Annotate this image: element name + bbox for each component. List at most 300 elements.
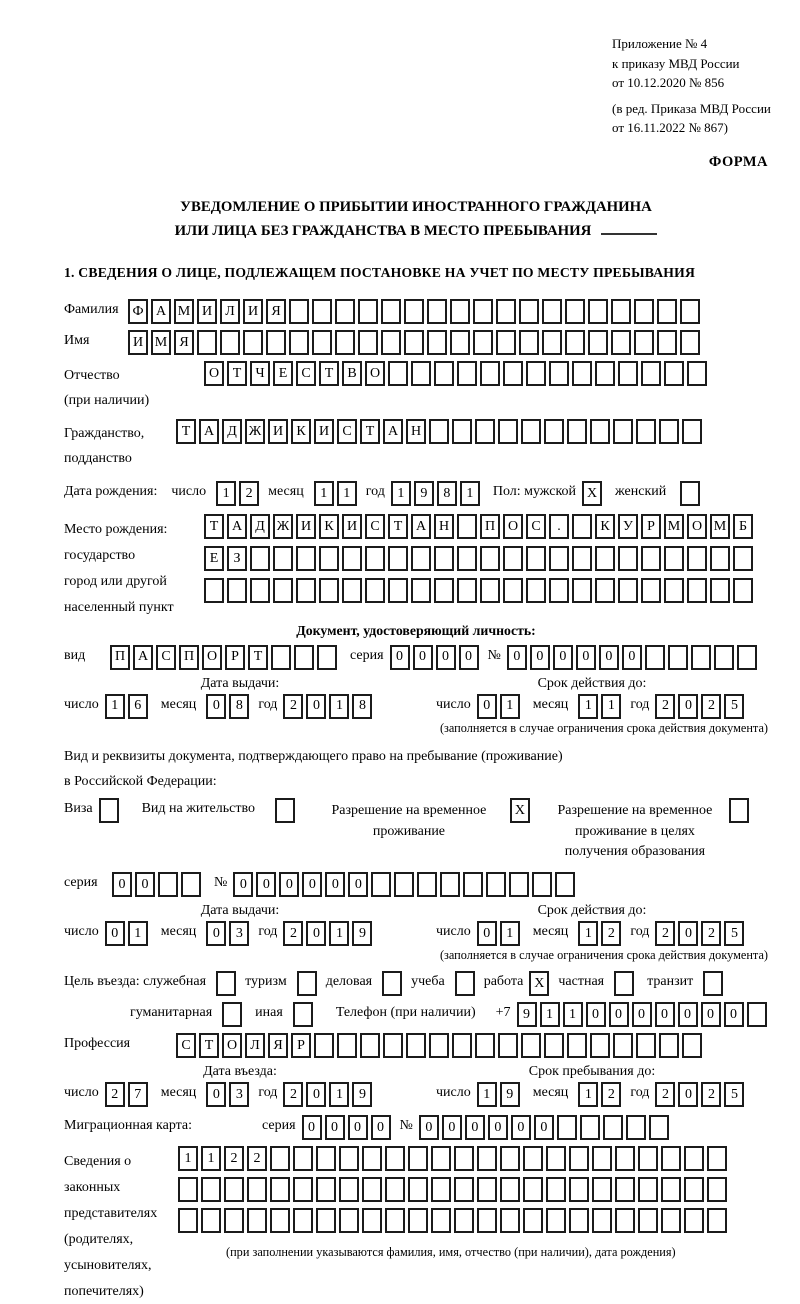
char-cell[interactable]: 2 [105, 1082, 125, 1107]
char-cell[interactable] [682, 1033, 702, 1058]
char-cell[interactable] [595, 546, 615, 571]
char-cell[interactable]: А [199, 419, 219, 444]
char-cell[interactable]: 0 [507, 645, 527, 670]
char-cell[interactable]: О [365, 361, 385, 386]
char-cell[interactable]: А [227, 514, 247, 539]
char-cell[interactable] [664, 361, 684, 386]
char-cell[interactable] [312, 330, 332, 355]
char-cell[interactable] [411, 546, 431, 571]
char-cell[interactable] [450, 299, 470, 324]
char-cell[interactable] [659, 1033, 679, 1058]
char-cell[interactable] [385, 1177, 405, 1202]
purpose-work-checkbox[interactable]: X [529, 971, 549, 996]
char-cell[interactable] [691, 645, 711, 670]
char-cell[interactable]: 0 [112, 872, 132, 897]
char-cell[interactable]: Б [733, 514, 753, 539]
char-cell[interactable]: Т [176, 419, 196, 444]
char-cell[interactable] [429, 419, 449, 444]
purpose-private-checkbox[interactable] [614, 971, 634, 996]
char-cell[interactable]: 2 [283, 921, 303, 946]
char-cell[interactable] [680, 299, 700, 324]
char-cell[interactable]: О [687, 514, 707, 539]
char-cell[interactable]: К [319, 514, 339, 539]
char-cell[interactable]: 1 [500, 694, 520, 719]
char-cell[interactable]: И [197, 299, 217, 324]
char-cell[interactable]: Е [273, 361, 293, 386]
char-cell[interactable]: 0 [488, 1115, 508, 1140]
char-cell[interactable]: 1 [460, 481, 480, 506]
char-cell[interactable] [557, 1115, 577, 1140]
char-cell[interactable]: 0 [105, 921, 125, 946]
char-cell[interactable] [273, 546, 293, 571]
char-cell[interactable] [365, 546, 385, 571]
char-cell[interactable]: 1 [216, 481, 236, 506]
char-cell[interactable] [293, 1146, 313, 1171]
char-cell[interactable]: А [133, 645, 153, 670]
char-cell[interactable] [312, 299, 332, 324]
char-cell[interactable] [250, 546, 270, 571]
char-cell[interactable] [572, 514, 592, 539]
char-cell[interactable] [383, 1033, 403, 1058]
char-cell[interactable]: 0 [302, 1115, 322, 1140]
char-cell[interactable] [592, 1146, 612, 1171]
char-cell[interactable] [408, 1177, 428, 1202]
char-cell[interactable]: 1 [578, 921, 598, 946]
char-cell[interactable] [434, 546, 454, 571]
char-cell[interactable] [687, 546, 707, 571]
char-cell[interactable] [526, 546, 546, 571]
char-cell[interactable]: С [296, 361, 316, 386]
char-cell[interactable]: 5 [724, 921, 744, 946]
char-cell[interactable]: Я [266, 299, 286, 324]
char-cell[interactable] [457, 514, 477, 539]
char-cell[interactable]: 0 [348, 872, 368, 897]
char-cell[interactable] [408, 1146, 428, 1171]
char-cell[interactable]: З [227, 546, 247, 571]
char-cell[interactable] [247, 1177, 267, 1202]
char-cell[interactable] [316, 1177, 336, 1202]
char-cell[interactable]: 0 [306, 1082, 326, 1107]
char-cell[interactable] [293, 1177, 313, 1202]
char-cell[interactable]: С [526, 514, 546, 539]
char-cell[interactable]: У [618, 514, 638, 539]
char-cell[interactable] [496, 299, 516, 324]
char-cell[interactable]: И [243, 299, 263, 324]
char-cell[interactable] [523, 1177, 543, 1202]
char-cell[interactable]: Т [199, 1033, 219, 1058]
char-cell[interactable] [569, 1208, 589, 1233]
char-cell[interactable]: 0 [724, 1002, 744, 1027]
char-cell[interactable] [197, 330, 217, 355]
char-cell[interactable] [519, 330, 539, 355]
char-cell[interactable]: 3 [229, 1082, 249, 1107]
char-cell[interactable]: 0 [632, 1002, 652, 1027]
char-cell[interactable] [634, 299, 654, 324]
char-cell[interactable] [682, 419, 702, 444]
char-cell[interactable] [411, 578, 431, 603]
char-cell[interactable]: 0 [419, 1115, 439, 1140]
char-cell[interactable] [747, 1002, 767, 1027]
char-cell[interactable]: Т [388, 514, 408, 539]
char-cell[interactable] [638, 1208, 658, 1233]
char-cell[interactable]: 2 [701, 694, 721, 719]
char-cell[interactable] [342, 578, 362, 603]
char-cell[interactable] [339, 1146, 359, 1171]
char-cell[interactable] [337, 1033, 357, 1058]
char-cell[interactable] [289, 330, 309, 355]
char-cell[interactable] [434, 361, 454, 386]
purpose-business-checkbox[interactable] [382, 971, 402, 996]
char-cell[interactable] [362, 1208, 382, 1233]
char-cell[interactable] [178, 1177, 198, 1202]
char-cell[interactable]: 2 [601, 1082, 621, 1107]
char-cell[interactable] [220, 330, 240, 355]
char-cell[interactable]: 1 [105, 694, 125, 719]
char-cell[interactable] [613, 419, 633, 444]
char-cell[interactable]: М [151, 330, 171, 355]
char-cell[interactable]: О [503, 514, 523, 539]
char-cell[interactable]: 0 [256, 872, 276, 897]
sex-male-checkbox[interactable]: X [582, 481, 602, 506]
char-cell[interactable] [440, 872, 460, 897]
char-cell[interactable] [555, 872, 575, 897]
char-cell[interactable] [707, 1208, 727, 1233]
char-cell[interactable] [503, 578, 523, 603]
char-cell[interactable]: 0 [233, 872, 253, 897]
char-cell[interactable] [592, 1177, 612, 1202]
char-cell[interactable] [657, 299, 677, 324]
char-cell[interactable] [737, 645, 757, 670]
char-cell[interactable] [388, 578, 408, 603]
char-cell[interactable] [546, 1177, 566, 1202]
char-cell[interactable]: А [151, 299, 171, 324]
char-cell[interactable] [477, 1146, 497, 1171]
char-cell[interactable]: О [202, 645, 222, 670]
char-cell[interactable]: 2 [655, 921, 675, 946]
char-cell[interactable]: М [710, 514, 730, 539]
char-cell[interactable]: М [664, 514, 684, 539]
char-cell[interactable]: 0 [135, 872, 155, 897]
char-cell[interactable] [294, 645, 314, 670]
char-cell[interactable] [362, 1177, 382, 1202]
residence-permit-checkbox[interactable] [275, 798, 295, 823]
char-cell[interactable] [544, 419, 564, 444]
char-cell[interactable]: П [480, 514, 500, 539]
char-cell[interactable]: 2 [283, 694, 303, 719]
char-cell[interactable]: И [268, 419, 288, 444]
char-cell[interactable] [457, 546, 477, 571]
char-cell[interactable] [434, 578, 454, 603]
char-cell[interactable]: 0 [348, 1115, 368, 1140]
char-cell[interactable] [641, 546, 661, 571]
char-cell[interactable] [636, 419, 656, 444]
char-cell[interactable]: Р [291, 1033, 311, 1058]
char-cell[interactable] [618, 578, 638, 603]
char-cell[interactable]: Т [248, 645, 268, 670]
char-cell[interactable]: 2 [701, 921, 721, 946]
char-cell[interactable]: 1 [391, 481, 411, 506]
char-cell[interactable] [388, 546, 408, 571]
char-cell[interactable]: 1 [500, 921, 520, 946]
char-cell[interactable]: 1 [329, 694, 349, 719]
char-cell[interactable]: Ф [128, 299, 148, 324]
char-cell[interactable] [204, 578, 224, 603]
char-cell[interactable]: Л [245, 1033, 265, 1058]
char-cell[interactable]: 9 [517, 1002, 537, 1027]
char-cell[interactable]: И [342, 514, 362, 539]
char-cell[interactable] [626, 1115, 646, 1140]
char-cell[interactable] [381, 330, 401, 355]
char-cell[interactable] [473, 299, 493, 324]
char-cell[interactable]: 0 [302, 872, 322, 897]
char-cell[interactable] [664, 546, 684, 571]
char-cell[interactable] [532, 872, 552, 897]
char-cell[interactable] [710, 546, 730, 571]
char-cell[interactable] [496, 330, 516, 355]
purpose-study-checkbox[interactable] [455, 971, 475, 996]
char-cell[interactable]: 8 [352, 694, 372, 719]
char-cell[interactable]: Ж [273, 514, 293, 539]
char-cell[interactable] [687, 578, 707, 603]
char-cell[interactable] [714, 645, 734, 670]
char-cell[interactable]: 0 [442, 1115, 462, 1140]
char-cell[interactable] [358, 330, 378, 355]
purpose-transit-checkbox[interactable] [703, 971, 723, 996]
char-cell[interactable] [565, 299, 585, 324]
char-cell[interactable] [404, 330, 424, 355]
char-cell[interactable]: 0 [477, 921, 497, 946]
char-cell[interactable] [335, 299, 355, 324]
char-cell[interactable] [580, 1115, 600, 1140]
char-cell[interactable] [454, 1146, 474, 1171]
char-cell[interactable] [542, 330, 562, 355]
char-cell[interactable]: Т [360, 419, 380, 444]
char-cell[interactable]: 1 [201, 1146, 221, 1171]
char-cell[interactable]: 2 [601, 921, 621, 946]
char-cell[interactable] [431, 1146, 451, 1171]
char-cell[interactable]: П [110, 645, 130, 670]
char-cell[interactable] [457, 361, 477, 386]
char-cell[interactable] [371, 872, 391, 897]
char-cell[interactable] [394, 872, 414, 897]
char-cell[interactable] [158, 872, 178, 897]
char-cell[interactable] [500, 1177, 520, 1202]
char-cell[interactable]: Р [225, 645, 245, 670]
char-cell[interactable] [572, 578, 592, 603]
char-cell[interactable] [224, 1177, 244, 1202]
char-cell[interactable] [521, 419, 541, 444]
char-cell[interactable] [661, 1146, 681, 1171]
char-cell[interactable]: 2 [247, 1146, 267, 1171]
char-cell[interactable]: К [595, 514, 615, 539]
char-cell[interactable] [247, 1208, 267, 1233]
char-cell[interactable]: 0 [678, 694, 698, 719]
char-cell[interactable]: 1 [563, 1002, 583, 1027]
char-cell[interactable] [289, 299, 309, 324]
char-cell[interactable]: Я [174, 330, 194, 355]
char-cell[interactable]: О [222, 1033, 242, 1058]
char-cell[interactable] [293, 1208, 313, 1233]
purpose-official-checkbox[interactable] [216, 971, 236, 996]
char-cell[interactable] [365, 578, 385, 603]
char-cell[interactable]: 0 [678, 1082, 698, 1107]
char-cell[interactable] [657, 330, 677, 355]
char-cell[interactable]: 0 [459, 645, 479, 670]
char-cell[interactable] [549, 361, 569, 386]
char-cell[interactable]: К [291, 419, 311, 444]
char-cell[interactable]: 0 [371, 1115, 391, 1140]
char-cell[interactable]: 9 [352, 1082, 372, 1107]
char-cell[interactable] [595, 361, 615, 386]
char-cell[interactable] [567, 1033, 587, 1058]
char-cell[interactable] [634, 330, 654, 355]
char-cell[interactable] [572, 546, 592, 571]
char-cell[interactable] [178, 1208, 198, 1233]
char-cell[interactable] [473, 330, 493, 355]
char-cell[interactable] [358, 299, 378, 324]
char-cell[interactable]: В [342, 361, 362, 386]
char-cell[interactable] [454, 1177, 474, 1202]
purpose-other-checkbox[interactable] [293, 1002, 313, 1027]
char-cell[interactable] [500, 1208, 520, 1233]
char-cell[interactable] [668, 645, 688, 670]
char-cell[interactable] [427, 299, 447, 324]
char-cell[interactable]: С [365, 514, 385, 539]
char-cell[interactable] [475, 419, 495, 444]
char-cell[interactable]: 3 [229, 921, 249, 946]
char-cell[interactable]: А [411, 514, 431, 539]
char-cell[interactable] [201, 1208, 221, 1233]
char-cell[interactable]: 1 [178, 1146, 198, 1171]
char-cell[interactable] [335, 330, 355, 355]
char-cell[interactable] [475, 1033, 495, 1058]
char-cell[interactable]: 1 [477, 1082, 497, 1107]
char-cell[interactable]: 9 [500, 1082, 520, 1107]
char-cell[interactable] [611, 330, 631, 355]
char-cell[interactable]: 0 [465, 1115, 485, 1140]
char-cell[interactable] [463, 872, 483, 897]
char-cell[interactable] [452, 1033, 472, 1058]
char-cell[interactable] [638, 1177, 658, 1202]
char-cell[interactable] [707, 1177, 727, 1202]
char-cell[interactable]: 0 [306, 694, 326, 719]
char-cell[interactable]: Д [222, 419, 242, 444]
char-cell[interactable]: 0 [206, 1082, 226, 1107]
char-cell[interactable] [404, 299, 424, 324]
temp-residence-edu-checkbox[interactable] [729, 798, 749, 823]
char-cell[interactable]: 5 [724, 1082, 744, 1107]
char-cell[interactable]: . [549, 514, 569, 539]
char-cell[interactable]: 0 [701, 1002, 721, 1027]
visa-checkbox[interactable] [99, 798, 119, 823]
char-cell[interactable] [296, 546, 316, 571]
char-cell[interactable] [406, 1033, 426, 1058]
char-cell[interactable] [381, 299, 401, 324]
char-cell[interactable] [270, 1177, 290, 1202]
char-cell[interactable]: О [204, 361, 224, 386]
char-cell[interactable] [270, 1208, 290, 1233]
char-cell[interactable] [733, 578, 753, 603]
char-cell[interactable]: 0 [306, 921, 326, 946]
char-cell[interactable]: Н [406, 419, 426, 444]
char-cell[interactable]: 8 [229, 694, 249, 719]
char-cell[interactable]: 0 [206, 694, 226, 719]
char-cell[interactable] [503, 361, 523, 386]
char-cell[interactable]: И [296, 514, 316, 539]
char-cell[interactable]: 2 [283, 1082, 303, 1107]
char-cell[interactable]: Л [220, 299, 240, 324]
char-cell[interactable]: 0 [678, 1002, 698, 1027]
char-cell[interactable] [316, 1146, 336, 1171]
char-cell[interactable]: Д [250, 514, 270, 539]
char-cell[interactable] [314, 1033, 334, 1058]
char-cell[interactable] [588, 299, 608, 324]
char-cell[interactable] [680, 330, 700, 355]
char-cell[interactable]: 8 [437, 481, 457, 506]
char-cell[interactable] [684, 1208, 704, 1233]
char-cell[interactable]: Н [434, 514, 454, 539]
char-cell[interactable]: 0 [413, 645, 433, 670]
char-cell[interactable] [661, 1177, 681, 1202]
char-cell[interactable]: С [156, 645, 176, 670]
char-cell[interactable] [572, 361, 592, 386]
char-cell[interactable] [339, 1177, 359, 1202]
char-cell[interactable]: 1 [314, 481, 334, 506]
char-cell[interactable] [266, 330, 286, 355]
char-cell[interactable] [618, 361, 638, 386]
char-cell[interactable] [224, 1208, 244, 1233]
char-cell[interactable] [645, 645, 665, 670]
sex-female-checkbox[interactable] [680, 481, 700, 506]
char-cell[interactable] [659, 419, 679, 444]
char-cell[interactable] [595, 578, 615, 603]
char-cell[interactable] [317, 645, 337, 670]
temp-residence-checkbox[interactable]: X [510, 798, 530, 823]
char-cell[interactable] [243, 330, 263, 355]
char-cell[interactable] [707, 1146, 727, 1171]
char-cell[interactable]: 0 [279, 872, 299, 897]
char-cell[interactable] [590, 1033, 610, 1058]
char-cell[interactable] [271, 645, 291, 670]
char-cell[interactable] [319, 578, 339, 603]
char-cell[interactable] [408, 1208, 428, 1233]
char-cell[interactable]: 0 [609, 1002, 629, 1027]
char-cell[interactable]: 2 [655, 1082, 675, 1107]
char-cell[interactable] [641, 361, 661, 386]
char-cell[interactable] [385, 1146, 405, 1171]
char-cell[interactable]: М [174, 299, 194, 324]
char-cell[interactable] [549, 578, 569, 603]
char-cell[interactable] [201, 1177, 221, 1202]
char-cell[interactable]: 1 [329, 1082, 349, 1107]
char-cell[interactable]: 6 [128, 694, 148, 719]
char-cell[interactable]: 1 [128, 921, 148, 946]
char-cell[interactable] [565, 330, 585, 355]
char-cell[interactable] [615, 1208, 635, 1233]
char-cell[interactable]: 2 [701, 1082, 721, 1107]
char-cell[interactable]: 1 [329, 921, 349, 946]
char-cell[interactable] [542, 299, 562, 324]
char-cell[interactable] [638, 1146, 658, 1171]
char-cell[interactable]: И [128, 330, 148, 355]
char-cell[interactable] [362, 1146, 382, 1171]
char-cell[interactable] [417, 872, 437, 897]
char-cell[interactable] [509, 872, 529, 897]
char-cell[interactable] [454, 1208, 474, 1233]
char-cell[interactable] [360, 1033, 380, 1058]
char-cell[interactable] [664, 578, 684, 603]
char-cell[interactable] [523, 1208, 543, 1233]
